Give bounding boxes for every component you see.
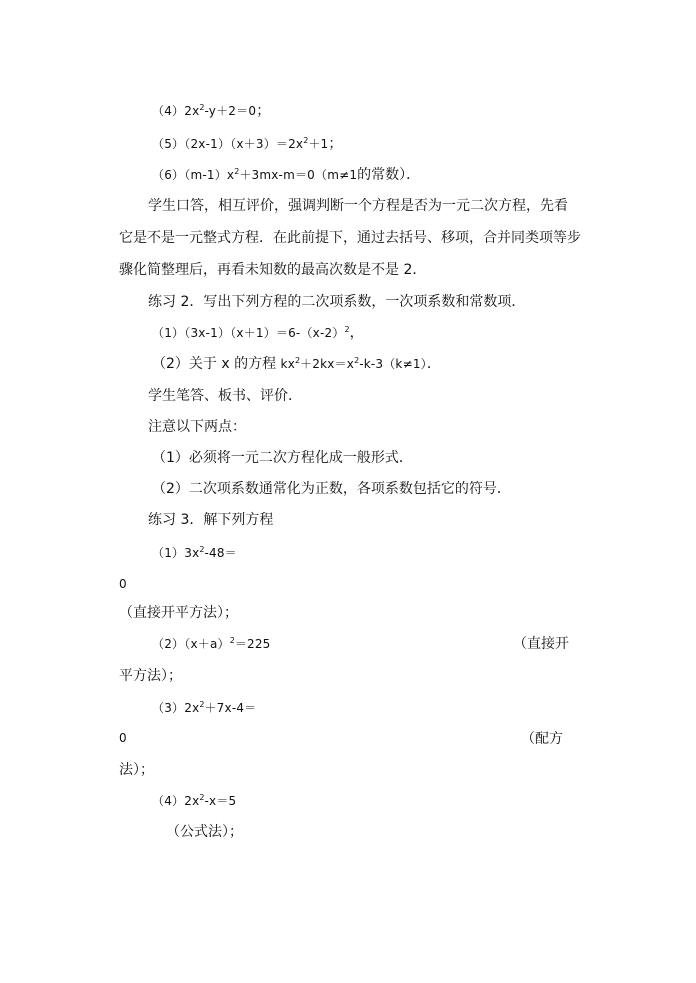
paragraph-line: 注意以下两点： <box>148 419 246 435</box>
exercise-3-item-3-method-cont: 法）； <box>119 762 154 778</box>
paragraph-line: 学生笔答、板书、评价． <box>148 388 302 404</box>
exercise-2-item-1: $(1)(3x-1)(x+1)=6-(x-2)^2$， <box>152 325 364 341</box>
exercise-3-heading: 练习 3．解下列方程 <box>148 512 274 528</box>
exercise-3-item-2-method: （直接开 <box>513 636 569 652</box>
exercise-3-item-2-method-cont: 平方法）； <box>119 668 182 684</box>
exercise-3-item-3: $(3)2x^2+7x-4=$ <box>152 700 257 715</box>
note-item-2: （2）二次项系数通常化为正数，各项系数包括它的符号． <box>152 481 511 497</box>
exercise-3-item-1: $(1)3x^2-48=$ <box>152 545 237 560</box>
exercise-3-item-1-method: （直接开平方法）； <box>119 605 238 621</box>
exercise-3-item-4: $(4)2x^2-x=5$ <box>152 793 237 808</box>
exercise-3-item-3-rhs: 0 <box>119 731 127 745</box>
equation-line-6: $(6)(m-1)x^2+3mx-m=0(m\ne 1$的常数）． <box>152 167 421 183</box>
paragraph-line: 骤化简整理后，再看未知数的最高次数是不是 2． <box>119 262 427 278</box>
exercise-2-item-2: （2）关于 x 的方程 $kx^2+2kx=x^2-k-3(k\ne 1)$． <box>152 356 441 372</box>
exercise-3-item-2: $(2)(x+a)^2=225$ <box>152 636 271 651</box>
paragraph-line: 它是不是一元整式方程．在此前提下，通过去括号、移项，合并同类项等步 <box>119 230 581 246</box>
equation-line-4: $(4)2x^2-y+2=0$； <box>152 103 271 119</box>
note-item-1: （1）必须将一元二次方程化成一般形式． <box>152 450 413 466</box>
paragraph-line: 学生口答，相互评价，强调判断一个方程是否为一元二次方程，先看 <box>148 198 568 214</box>
exercise-3-item-4-method: （公式法）； <box>166 824 243 840</box>
exercise-3-item-3-method: （配方 <box>521 731 563 747</box>
exercise-3-item-1-rhs: 0 <box>119 577 127 591</box>
equation-line-5: $(5)(2x-1)(x+3)=2x^2+1$； <box>152 136 343 152</box>
exercise-2-heading: 练习 2．写出下列方程的二次项系数，一次项系数和常数项． <box>148 294 526 310</box>
